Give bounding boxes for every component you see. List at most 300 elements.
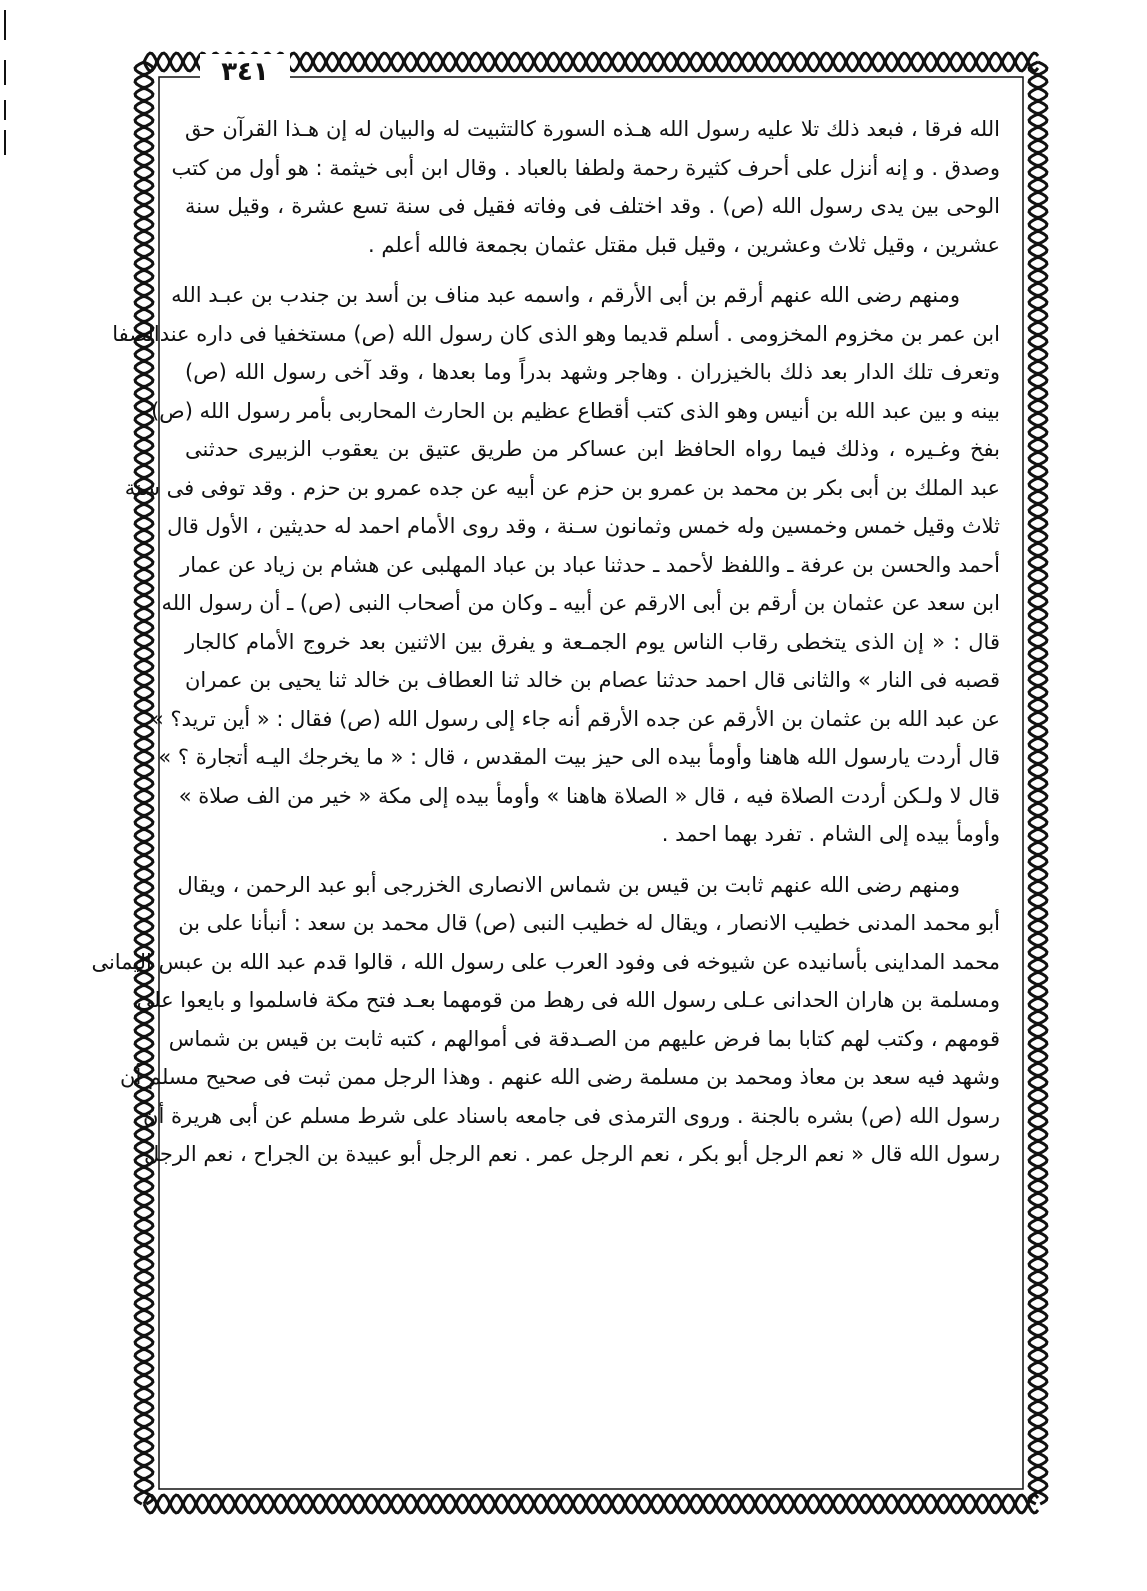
border-knot	[376, 1502, 380, 1506]
text-line: رسول الله (ص) بشره بالجنة . وروى الترمذى فى جامعه باسناد على شرط مسلم عن أبى هريرة أن	[143, 1103, 1000, 1128]
border-knot	[142, 892, 146, 896]
border-knot	[142, 1321, 146, 1325]
border-knot	[1036, 554, 1040, 558]
border-knot	[558, 1502, 562, 1506]
border-knot	[688, 60, 692, 64]
border-knot	[142, 450, 146, 454]
border-knot	[662, 1502, 666, 1506]
border-knot	[1036, 528, 1040, 532]
border-knot	[142, 879, 146, 883]
border-knot	[1036, 1321, 1040, 1325]
text-line: ثلاث وقيل خمس وخمسين وله خمس وثمانون سـنة ، وقد روى الأمام احمد له حديثين ، الأول قال	[167, 514, 1000, 538]
border-knot	[402, 1502, 406, 1506]
border-knot	[1036, 632, 1040, 636]
border-knot	[1036, 1373, 1040, 1377]
border-knot	[168, 60, 172, 64]
border-knot	[935, 60, 939, 64]
border-knot	[1013, 1502, 1017, 1506]
border-knot	[142, 931, 146, 935]
border-knot	[675, 1502, 679, 1506]
border-knot	[870, 60, 874, 64]
border-knot	[1036, 1308, 1040, 1312]
border-knot	[1036, 1230, 1040, 1234]
border-knot	[1036, 866, 1040, 870]
border-knot	[1036, 593, 1040, 597]
border-knot	[805, 1502, 809, 1506]
border-knot	[766, 60, 770, 64]
border-knot	[1036, 489, 1040, 493]
border-knot	[1036, 1269, 1040, 1273]
border-knot	[1000, 60, 1004, 64]
text-line: قصبه فى النار » والثانى قال احمد حدثنا عصام بن خالد ثنا العطاف بن خالد ثنا يحيى بن عمران	[185, 668, 1000, 692]
border-knot	[1036, 879, 1040, 883]
border-knot	[142, 1243, 146, 1247]
border-knot	[142, 1399, 146, 1403]
border-knot	[623, 60, 627, 64]
border-knot	[259, 1502, 263, 1506]
border-knot	[701, 1502, 705, 1506]
border-knot	[571, 60, 575, 64]
border-knot	[1036, 1425, 1040, 1429]
text-line: ابن سعد عن عثمان بن أرقم بن أبى الارقم عن أبيه ـ وكان من أصحاب النبى (ص) ـ أن رسول الله	[161, 591, 1000, 615]
border-knot	[1036, 1087, 1040, 1091]
border-knot	[519, 60, 523, 64]
border-knot	[142, 411, 146, 415]
text-line: عشرين ، وقيل ثلاث وعشرين ، وقيل قبل مقتل عثمان بجمعة فالله أعلم .	[368, 232, 1000, 257]
border-knot	[1036, 983, 1040, 987]
border-knot	[142, 645, 146, 649]
border-knot	[233, 1502, 237, 1506]
border-knot	[142, 541, 146, 545]
border-knot	[142, 463, 146, 467]
border-knot	[1036, 1451, 1040, 1455]
text-line: وشهد فيه سعد بن معاذ ومحمد بن مسلمة رضى الله عنهم . وهذا الرجل ممن ثبت فى صحيح مسلم أن	[120, 1065, 1000, 1089]
border-knot	[142, 788, 146, 792]
border-knot	[1036, 138, 1040, 142]
border-knot	[142, 554, 146, 558]
border-knot	[142, 1360, 146, 1364]
border-knot	[454, 1502, 458, 1506]
text-line: وتعرف تلك الدار بعد ذلك بالخيزران . وهاجر وشهد بدراً وما بعدها ، وقد آخى رسول الله (ص)	[185, 360, 1000, 384]
border-knot	[142, 1347, 146, 1351]
border-knot	[961, 1502, 965, 1506]
border-knot	[155, 1502, 159, 1506]
border-knot	[1036, 255, 1040, 259]
border-knot	[142, 905, 146, 909]
border-knot	[142, 281, 146, 285]
border-knot	[220, 1502, 224, 1506]
border-knot	[1036, 736, 1040, 740]
border-knot	[142, 307, 146, 311]
border-knot	[1036, 918, 1040, 922]
border-knot	[1036, 411, 1040, 415]
text-line: ابن عمر بن مخزوم المخزومى . أسلم قديما وهو الذى كان رسول الله (ص) مستخفيا فى داره عندالصفا	[112, 321, 1000, 346]
border-knot	[1036, 125, 1040, 129]
border-knot	[1036, 320, 1040, 324]
text-line: الوحى بين يدى رسول الله (ص) . وقد اختلف فى وفاته فقيل فى سنة تسع عشرة ، وقيل سنة	[185, 194, 1000, 218]
border-knot	[1036, 775, 1040, 779]
border-knot	[844, 1502, 848, 1506]
border-knot	[142, 762, 146, 766]
border-knot	[363, 60, 367, 64]
border-knot	[1036, 1334, 1040, 1338]
border-knot	[142, 1412, 146, 1416]
border-knot	[610, 1502, 614, 1506]
border-knot	[1036, 801, 1040, 805]
paragraph-gap	[185, 264, 1000, 276]
paragraph	[171, 110, 1000, 264]
border-knot	[402, 60, 406, 64]
border-knot	[987, 1502, 991, 1506]
border-knot	[1036, 788, 1040, 792]
border-knot	[961, 60, 965, 64]
border-knot	[883, 1502, 887, 1506]
border-knot	[1036, 333, 1040, 337]
border-knot	[1036, 749, 1040, 753]
border-knot	[142, 1425, 146, 1429]
border-knot	[974, 60, 978, 64]
border-knot	[142, 242, 146, 246]
border-knot	[207, 1502, 211, 1506]
border-knot	[1036, 1347, 1040, 1351]
border-knot	[844, 60, 848, 64]
border-knot	[545, 1502, 549, 1506]
border-knot	[1036, 1204, 1040, 1208]
border-knot	[142, 1204, 146, 1208]
border-knot	[454, 60, 458, 64]
border-knot	[142, 1217, 146, 1221]
border-knot	[1036, 671, 1040, 675]
border-knot	[662, 60, 666, 64]
border-knot	[714, 60, 718, 64]
border-knot	[1036, 1243, 1040, 1247]
border-knot	[142, 372, 146, 376]
border-knot	[142, 86, 146, 90]
border-knot	[1000, 1502, 1004, 1506]
border-knot	[142, 1282, 146, 1286]
border-knot	[675, 60, 679, 64]
border-knot	[142, 177, 146, 181]
border-knot	[142, 1048, 146, 1052]
border-knot	[324, 1502, 328, 1506]
border-knot	[1036, 567, 1040, 571]
border-knot	[1036, 1295, 1040, 1299]
border-knot	[142, 294, 146, 298]
text-line: قال : « إن الذى يتخطى رقاب الناس يوم الجمـعة و يفرق بين الاثنين بعد خروج الأمام كالجار	[185, 629, 1000, 654]
border-knot	[1036, 1191, 1040, 1195]
border-knot	[142, 1464, 146, 1468]
border-knot	[649, 60, 653, 64]
page-number: ٣٤١	[200, 54, 290, 90]
border-knot	[935, 1502, 939, 1506]
border-knot	[1036, 1035, 1040, 1039]
border-knot	[142, 1178, 146, 1182]
border-knot	[142, 710, 146, 714]
border-knot	[1036, 1152, 1040, 1156]
border-knot	[1036, 1217, 1040, 1221]
border-knot	[688, 1502, 692, 1506]
border-knot	[610, 60, 614, 64]
border-knot	[142, 398, 146, 402]
border-knot	[1036, 606, 1040, 610]
border-knot	[506, 1502, 510, 1506]
border-knot	[142, 1373, 146, 1377]
border-knot	[194, 1502, 198, 1506]
border-knot	[870, 1502, 874, 1506]
border-knot	[142, 190, 146, 194]
border-knot	[831, 60, 835, 64]
text-line: وصدق . و إنه أنزل على أحرف كثيرة رحمة ولطفا بالعباد . وقال ابن أبى خيثمة : هو أول من كتب	[171, 155, 1000, 180]
border-knot	[142, 73, 146, 77]
border-knot	[1036, 281, 1040, 285]
border-knot	[389, 1502, 393, 1506]
border-knot	[1036, 1113, 1040, 1117]
border-knot	[740, 60, 744, 64]
border-knot	[142, 632, 146, 636]
border-knot	[818, 1502, 822, 1506]
border-knot	[480, 60, 484, 64]
border-knot	[428, 1502, 432, 1506]
border-knot	[519, 1502, 523, 1506]
border-knot	[753, 60, 757, 64]
border-knot	[142, 424, 146, 428]
border-knot	[1036, 1360, 1040, 1364]
border-knot	[1036, 1126, 1040, 1130]
border-knot	[948, 1502, 952, 1506]
border-knot	[727, 60, 731, 64]
border-knot	[142, 1191, 146, 1195]
border-knot	[1036, 723, 1040, 727]
border-knot	[779, 1502, 783, 1506]
border-knot	[1036, 710, 1040, 714]
border-knot	[142, 1022, 146, 1026]
border-knot	[1036, 203, 1040, 207]
border-knot	[1036, 1022, 1040, 1026]
border-knot	[142, 1438, 146, 1442]
border-knot	[142, 515, 146, 519]
body-text	[91, 110, 1000, 1480]
paragraph	[91, 866, 1000, 1174]
border-knot	[1013, 60, 1017, 64]
border-knot	[363, 1502, 367, 1506]
border-knot	[142, 736, 146, 740]
border-knot	[142, 216, 146, 220]
border-knot	[350, 1502, 354, 1506]
border-knot	[545, 60, 549, 64]
border-knot	[337, 60, 341, 64]
border-knot	[1036, 697, 1040, 701]
border-knot	[142, 1035, 146, 1039]
border-knot	[727, 1502, 731, 1506]
border-knot	[142, 268, 146, 272]
text-line: ومنهم رضى الله عنهم ثابت بن قيس بن شماس الانصارى الخزرجى أبو عبد الرحمن ، ويقال	[177, 872, 960, 897]
border-knot	[142, 619, 146, 623]
border-knot	[142, 866, 146, 870]
border-knot	[1036, 437, 1040, 441]
border-knot	[467, 60, 471, 64]
border-knot	[324, 60, 328, 64]
border-knot	[350, 60, 354, 64]
text-line: أحمد والحسن بن عرفة ـ واللفظ لأحمد ـ حدثنا عباد بن عباد المهلبى عن هشام بن زياد عن عمار	[180, 552, 1000, 577]
border-knot	[467, 1502, 471, 1506]
border-knot	[1036, 112, 1040, 116]
border-knot	[1036, 372, 1040, 376]
border-knot	[1036, 1256, 1040, 1260]
border-knot	[636, 60, 640, 64]
border-knot	[142, 1334, 146, 1338]
border-knot	[571, 1502, 575, 1506]
border-knot	[831, 1502, 835, 1506]
border-knot	[896, 1502, 900, 1506]
border-knot	[1036, 827, 1040, 831]
text-line: محمد المداينى بأسانيده عن شيوخه فى وفود العرب على رسول الله ، قالوا قدم عبد الله بن عبس اليمانى	[91, 949, 1000, 974]
border-knot	[142, 385, 146, 389]
border-knot	[857, 60, 861, 64]
text-line: قال لا ولـكن أردت الصلاة فيه ، قال « الصلاة هاهنا » وأومأ بيده إلى مكة « خير من الف صلاة »	[178, 783, 1000, 808]
border-knot	[792, 60, 796, 64]
border-knot	[922, 1502, 926, 1506]
border-knot	[1036, 242, 1040, 246]
border-knot	[142, 658, 146, 662]
border-knot	[1036, 684, 1040, 688]
border-knot	[1036, 957, 1040, 961]
border-knot	[1036, 229, 1040, 233]
border-knot	[142, 671, 146, 675]
border-knot	[1036, 1165, 1040, 1169]
border-knot	[1036, 853, 1040, 857]
border-knot	[948, 60, 952, 64]
border-knot	[532, 60, 536, 64]
border-knot	[142, 749, 146, 753]
border-knot	[441, 1502, 445, 1506]
border-knot	[1036, 619, 1040, 623]
border-knot	[415, 1502, 419, 1506]
border-knot	[142, 1477, 146, 1481]
border-knot	[142, 229, 146, 233]
text-line: ومسلمة بن هاران الحدانى عـلى رسول الله فى رهط من قومهما بعـد فتح مكة فاسلموا و بايعوا على	[136, 988, 1000, 1012]
border-knot	[142, 580, 146, 584]
border-knot	[1036, 177, 1040, 181]
border-knot	[1036, 359, 1040, 363]
border-knot	[1036, 1386, 1040, 1390]
border-knot	[1036, 1061, 1040, 1065]
border-knot	[1036, 970, 1040, 974]
border-knot	[1036, 502, 1040, 506]
border-knot	[857, 1502, 861, 1506]
border-knot	[1036, 580, 1040, 584]
border-knot	[896, 60, 900, 64]
text-line: رسول الله قال « نعم الرجل أبو بكر ، نعم الرجل عمر . نعم الرجل أبو عبيدة بن الجراح ، نعم الرجل	[143, 1142, 1000, 1166]
text-line: قال أردت يارسول الله هاهنا وأومأ بيده الى حيز بيت المقدس ، قال : « ما يخرجك اليـه أتجارة ؟ »	[158, 745, 1000, 769]
border-knot	[987, 60, 991, 64]
border-knot	[181, 60, 185, 64]
border-knot	[1036, 1464, 1040, 1468]
border-knot	[142, 112, 146, 116]
border-knot	[1036, 164, 1040, 168]
border-knot	[506, 60, 510, 64]
border-knot	[909, 60, 913, 64]
border-knot	[142, 801, 146, 805]
border-knot	[415, 60, 419, 64]
border-knot	[298, 1502, 302, 1506]
border-knot	[1036, 385, 1040, 389]
border-knot	[1036, 450, 1040, 454]
border-knot	[142, 684, 146, 688]
border-knot	[1036, 86, 1040, 90]
border-knot	[1036, 658, 1040, 662]
border-knot	[1036, 99, 1040, 103]
border-knot	[142, 840, 146, 844]
border-knot	[155, 60, 159, 64]
text-line: عبد الملك بن أبى بكر بن محمد بن عمرو بن حزم عن أبيه عن جده عمرو بن حزم . وقد توفى فى سنة	[124, 475, 1000, 500]
border-knot	[909, 1502, 913, 1506]
border-knot	[142, 1308, 146, 1312]
border-knot	[142, 697, 146, 701]
border-knot	[558, 60, 562, 64]
border-knot	[142, 151, 146, 155]
border-knot	[1036, 190, 1040, 194]
border-knot	[1036, 1074, 1040, 1078]
border-knot	[1036, 1139, 1040, 1143]
border-knot	[1036, 515, 1040, 519]
border-knot	[1036, 814, 1040, 818]
text-line: عن عبد الله بن عثمان بن الأرقم عن جده الأرقم أنه جاء إلى رسول الله (ص) فقال : « أين تريد؟ »	[150, 706, 1000, 731]
border-knot	[142, 827, 146, 831]
border-knot	[142, 203, 146, 207]
text-line: أبو محمد المدنى خطيب الانصار ، ويقال له خطيب النبى (ص) قال محمد بن سعد : أنبأنا على بن	[178, 911, 1000, 935]
border-knot	[1036, 151, 1040, 155]
border-knot	[1036, 307, 1040, 311]
border-knot	[792, 1502, 796, 1506]
scan-edge-marks	[2, 0, 8, 160]
border-knot	[1036, 840, 1040, 844]
border-knot	[1036, 294, 1040, 298]
text-line: وأومأ بيده إلى الشام . تفرد بهما احمد .	[661, 822, 1000, 846]
border-knot	[1036, 1438, 1040, 1442]
border-knot	[1036, 541, 1040, 545]
border-knot	[376, 60, 380, 64]
border-knot	[584, 1502, 588, 1506]
border-knot	[311, 1502, 315, 1506]
text-line: قومهم ، وكتب لهم كتابا بما فرض عليهم من الصـدقة فى أموالهم ، كتبه ثابت بن قيس بن شماس	[168, 1026, 1000, 1051]
border-knot	[428, 60, 432, 64]
border-knot	[1036, 1009, 1040, 1013]
border-knot	[1036, 268, 1040, 272]
border-knot	[142, 567, 146, 571]
border-knot	[142, 814, 146, 818]
border-knot	[766, 1502, 770, 1506]
text-line: الله فرقا ، فبعد ذلك تلا عليه رسول الله هـذه السورة كالتثبيت له والبيان له إن هـذا القرآن حق	[185, 117, 1000, 141]
border-knot	[623, 1502, 627, 1506]
border-knot	[480, 1502, 484, 1506]
border-knot	[311, 60, 315, 64]
paragraph	[112, 276, 1000, 854]
border-knot	[753, 1502, 757, 1506]
border-knot	[1036, 73, 1040, 77]
border-knot	[493, 60, 497, 64]
border-knot	[142, 853, 146, 857]
border-knot	[1036, 645, 1040, 649]
border-knot	[1036, 1100, 1040, 1104]
border-knot	[272, 1502, 276, 1506]
border-knot	[883, 60, 887, 64]
border-knot	[701, 60, 705, 64]
border-knot	[298, 60, 302, 64]
border-knot	[1036, 1477, 1040, 1481]
border-knot	[740, 1502, 744, 1506]
border-knot	[142, 164, 146, 168]
border-knot	[1036, 1048, 1040, 1052]
